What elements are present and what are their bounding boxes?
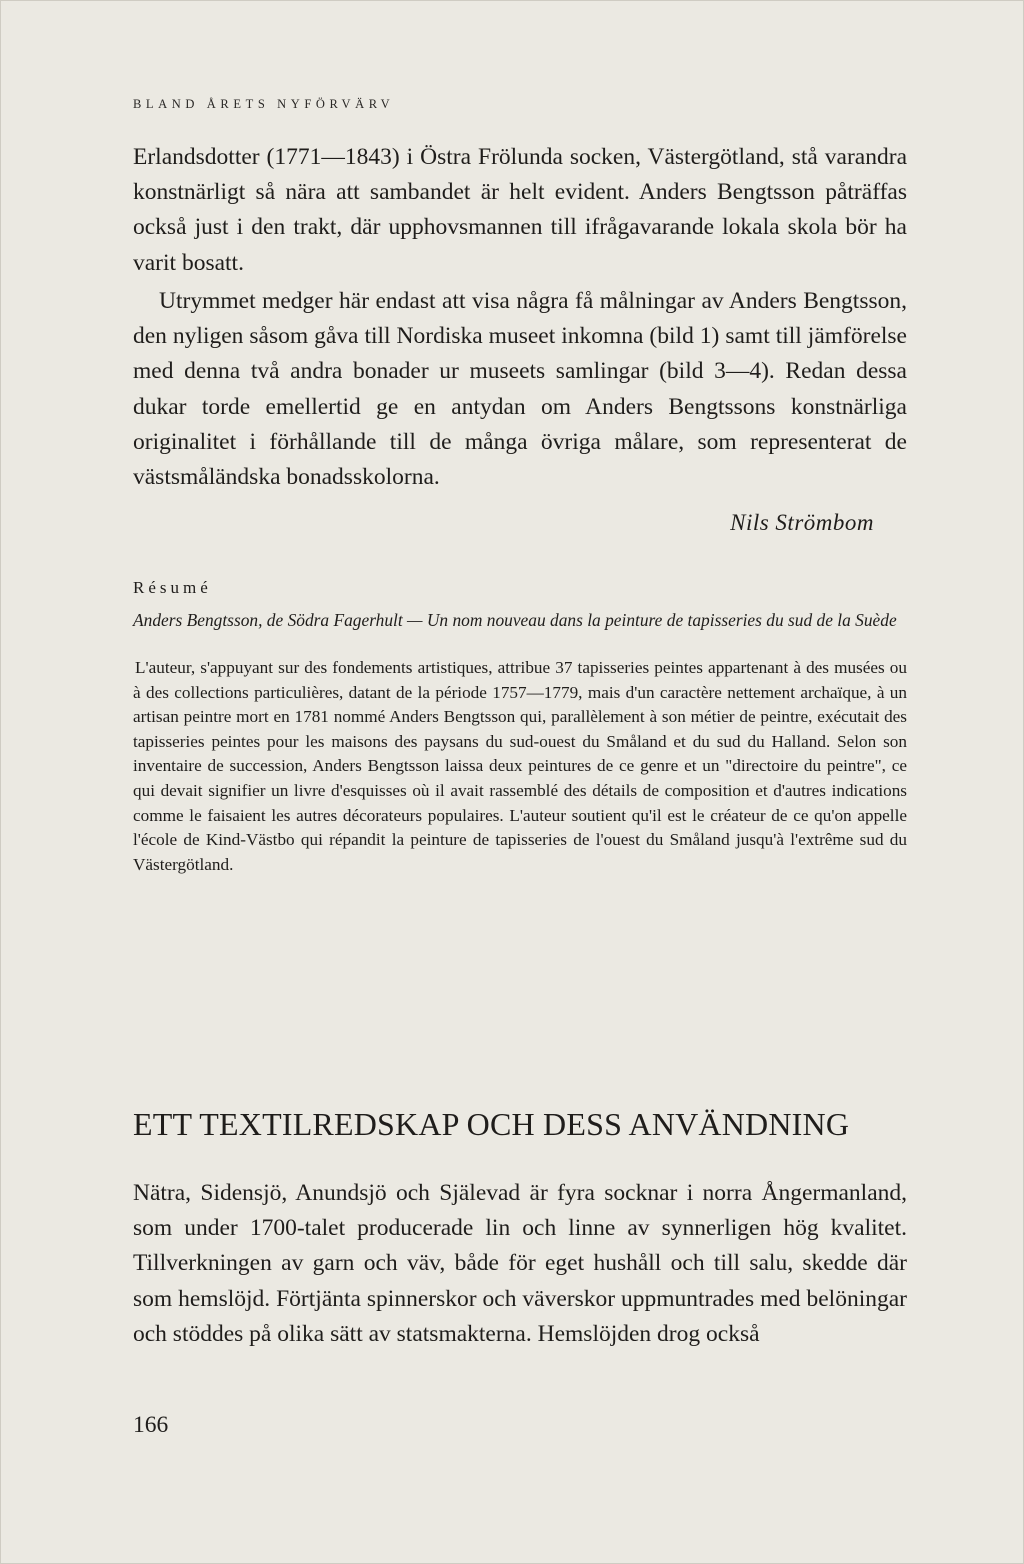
resume-body: L'auteur, s'appuyant sur des fondements artistiques, attribue 37 tapisseries peintes appartenant à des musées ou à des collections particulières, datant de la période 1757—1779, mais d'un caractère nettement archaïque, à un artisan peintre mort en 1781 nommé Anders Bengtsson qui, parallèlement à son métier de peintre, exécutait des tapisseries peintes pour les maisons des paysans du sud-ouest du Småland et du sud du Halland. Selon son inventaire de succession, Anders Bengtsson laissa deux peintures de ce genre et un "directoire du peintre", ce qui devait signifier un livre d'esquisses où il avait rassemblé des détails de composition et d'autres indications comme le faisaient les autres décorateurs populaires. L'auteur soutient qu'il est le créateur de ce qu'on appelle l'école de Kind-Västbo qui répandit la peinture de tapisseries de l'ouest du Småland jusqu'à l'extrême sud du Västergötland. — [133, 658, 907, 874]
paragraph-1: Erlandsdotter (1771—1843) i Östra Frölunda socken, Västergötland, stå varandra konstnärligt så nära att sambandet är helt evident. Anders Bengtsson påträffas också just i den trakt, där upphovsmannen till ifrågavarande lokala skola bör ha varit bosatt. — [133, 144, 907, 276]
section-heading: ETT TEXTILREDSKAP OCH DESS ANVÄNDNING — [133, 1106, 850, 1142]
resume-title: Anders Bengtsson, de Södra Fagerhult — Un nom nouveau dans la peinture de tapisseries du sud de la Suède — [133, 610, 897, 630]
paragraph-3: Nätra, Sidensjö, Anundsjö och Själevad är fyra socknar i norra Ångermanland, som under 1700-talet producerade lin och linne av synnerligen hög kvalitet. Tillverkningen av garn och väv, både för eget hushåll och till salu, skedde där som hemslöjd. Förtjänta spinnerskor och väverskor uppmuntrades med belöningar och stöddes på olika sätt av statsmakterna. Hemslöjden drog också — [133, 1180, 907, 1347]
page-number: 166 — [133, 1412, 169, 1438]
paragraph-2: Utrymmet medger här endast att visa några få målningar av Anders Bengtsson, den nyligen såsom gåva till Nordiska museet inkomna (bild 1) samt till jämförelse med denna två andra bonader ur museets samlingar (bild 3—4). Redan dessa dukar torde emellertid ge en antydan om Anders Bengtssons konstnärliga originalitet i förhållande till de många övriga målare, som representerat de västsmåländska bonadsskolorna. — [133, 288, 907, 491]
author-signature: Nils Strömbom — [730, 510, 874, 535]
running-head: BLAND ÅRETS NYFÖRVÄRV — [133, 97, 395, 111]
resume-heading: Résumé — [133, 578, 212, 597]
